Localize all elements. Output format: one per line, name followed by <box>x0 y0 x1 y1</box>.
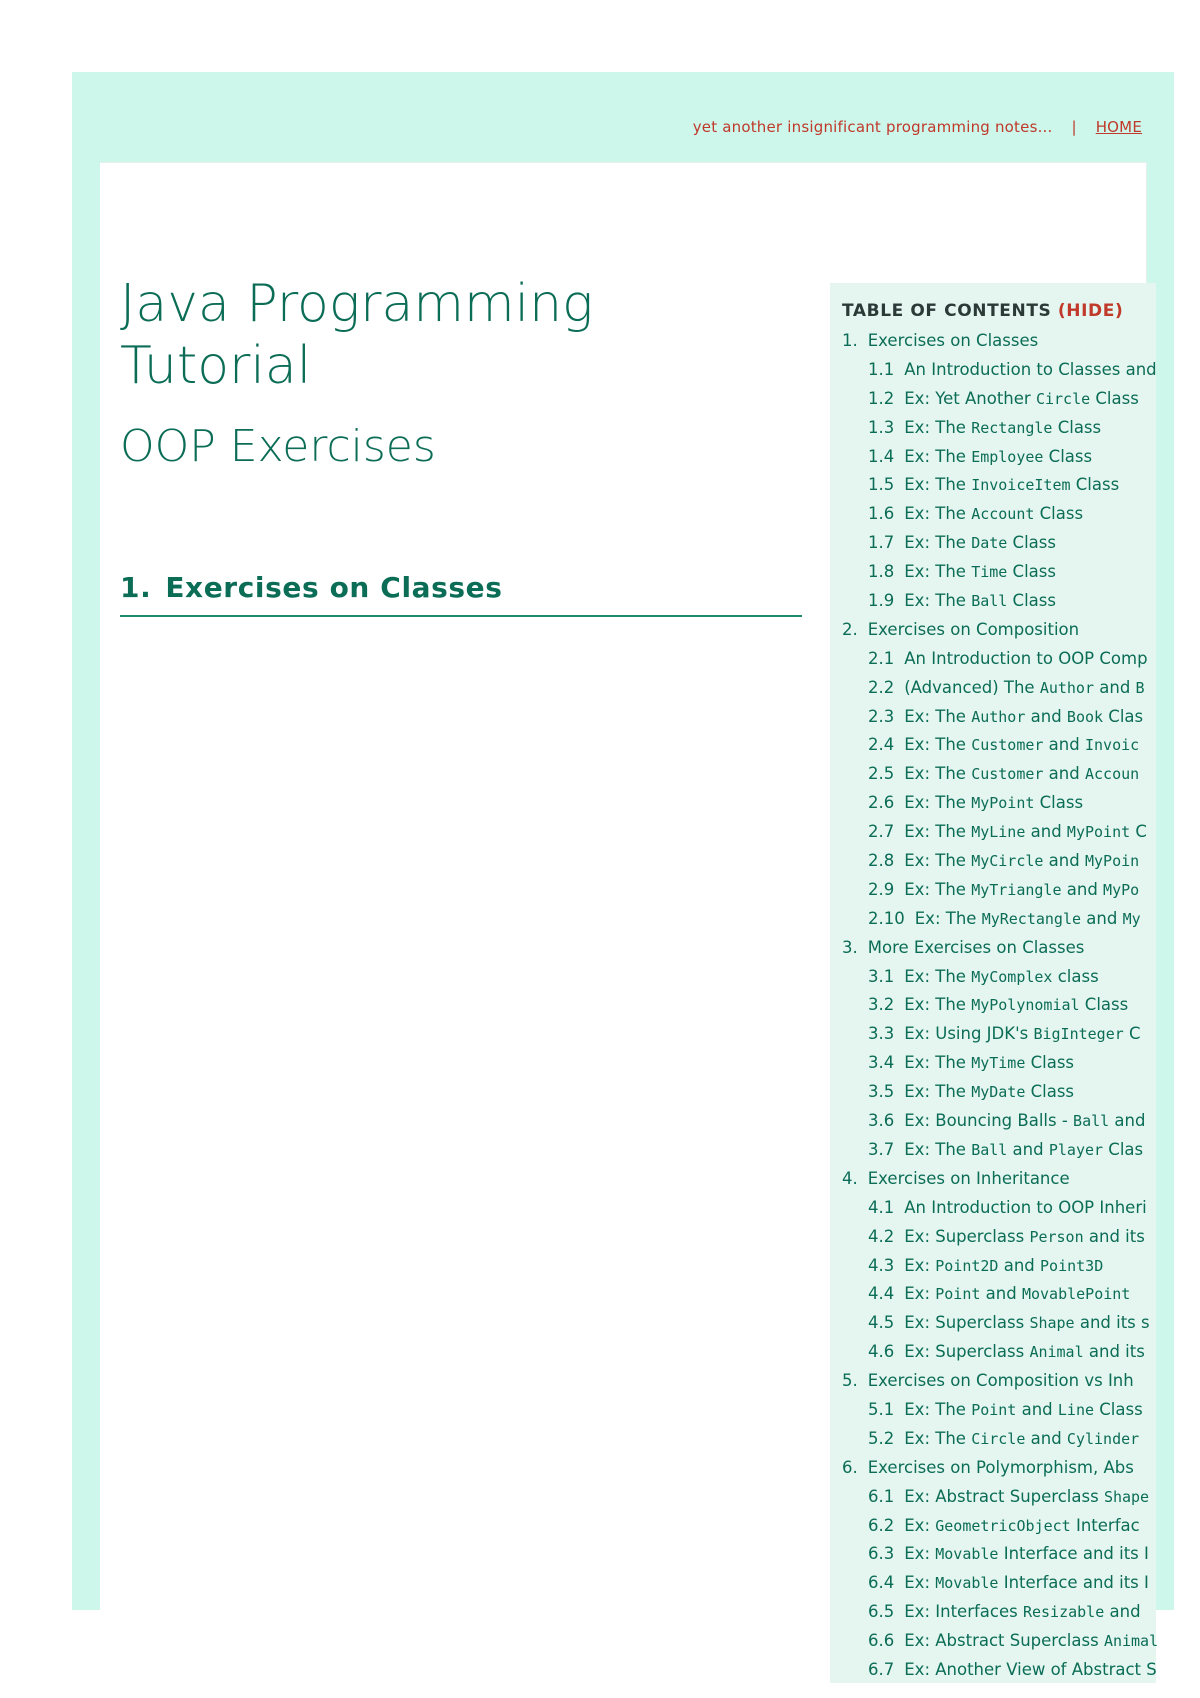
toc-item-code: Date <box>971 534 1008 553</box>
toc-item[interactable] <box>830 558 1156 587</box>
toc-item-number: 1.2 <box>868 388 895 408</box>
toc-item-text: (Advanced) The <box>904 677 1040 697</box>
toc-item-text: Ex: Another View of Abstract S <box>904 1659 1157 1679</box>
toc-item-number: 2.8 <box>868 851 895 871</box>
toc-item[interactable] <box>830 1540 1156 1569</box>
home-link[interactable]: HOME <box>1095 118 1142 136</box>
toc-item-number: 5. <box>842 1371 858 1391</box>
toc-item-text: and its s <box>1074 1313 1150 1333</box>
toc-item-text: Class <box>1007 562 1056 582</box>
toc-item[interactable] <box>830 876 1156 905</box>
toc-item-text: Ex: Abstract Superclass <box>904 1486 1104 1506</box>
toc-item-text: Ex: Abstract Superclass <box>904 1631 1104 1651</box>
toc-item-text: Exercises on Classes <box>867 331 1039 350</box>
toc-item[interactable] <box>830 1252 1156 1281</box>
toc-item[interactable] <box>830 1512 1156 1541</box>
toc-item-text: Class <box>1079 995 1129 1015</box>
toc-item-number: 6.1 <box>868 1486 895 1506</box>
toc-item-code: Point <box>935 1285 981 1304</box>
toc-item-text: and <box>1061 879 1104 899</box>
toc-item-number: 3. <box>842 937 858 957</box>
toc-item-code: Time <box>971 563 1008 582</box>
toc-item-number: 2.3 <box>868 706 895 726</box>
toc-item-number: 1.5 <box>868 475 895 495</box>
toc-item-number: 6. <box>842 1457 858 1477</box>
toc-item-text: Ex: <box>904 1573 936 1593</box>
toc-item-text: Ex: The <box>914 908 982 928</box>
toc-item[interactable] <box>830 963 1156 992</box>
toc-item[interactable] <box>830 1194 1156 1223</box>
toc-item[interactable] <box>830 991 1156 1020</box>
toc-item-code: GeometricObject <box>935 1516 1071 1535</box>
toc-item-code: MyLine <box>971 823 1026 842</box>
toc-item-code: Animal <box>1103 1632 1159 1651</box>
toc-item-text: Ex: The <box>904 822 972 842</box>
toc-item-text: Class <box>1043 446 1093 466</box>
toc-item-text: Ex: The <box>904 1428 972 1448</box>
toc-item-text: C <box>1123 1024 1141 1044</box>
toc-item-number: 3.6 <box>868 1111 895 1131</box>
toc-item-number: 3.2 <box>868 995 895 1015</box>
toc-item-number: 5.2 <box>868 1428 895 1448</box>
toc-item-text: Exercises on Inheritance <box>867 1168 1070 1188</box>
toc-item-text: and its <box>1083 1342 1145 1362</box>
toc-heading-row <box>842 301 1123 321</box>
toc-item-code: Customer <box>971 765 1044 784</box>
toc-list <box>830 327 1159 1685</box>
toc-item-text: and <box>1104 1602 1141 1622</box>
toc-item-text: Ex: The <box>904 417 972 437</box>
toc-item-code: Ball <box>971 1140 1008 1159</box>
toc-item-number: 1.4 <box>868 446 895 466</box>
toc-item[interactable] <box>830 1309 1156 1338</box>
toc-item[interactable] <box>830 414 1156 443</box>
toc-item-text: Ex: The <box>904 793 972 813</box>
toc-item[interactable] <box>830 1483 1156 1512</box>
toc-item-text: Ex: <box>904 1515 936 1535</box>
page-title: Java Programming Tutorial <box>120 274 594 396</box>
toc-item-number: 1.1 <box>868 359 895 379</box>
toc-item-code: Movable <box>935 1574 999 1593</box>
toc-item-text: More Exercises on Classes <box>867 937 1085 957</box>
toc-item[interactable] <box>830 731 1156 760</box>
toc-item-code: MyDate <box>971 1083 1026 1102</box>
toc-item[interactable] <box>830 587 1156 616</box>
toc-item-number: 2. <box>842 619 858 639</box>
toc-item-text: An Introduction to OOP Comp <box>904 648 1148 668</box>
toc-heading: TABLE OF CONTENTS <box>842 301 1052 321</box>
toc-item-number: 4.6 <box>868 1342 895 1362</box>
toc-item-code: Ball <box>1073 1112 1110 1131</box>
toc-item[interactable] <box>830 1396 1156 1425</box>
toc-item-number: 1.8 <box>868 562 895 582</box>
toc-item[interactable] <box>830 1454 1156 1483</box>
toc-item-number: 2.1 <box>868 648 895 668</box>
toc-item-number: 6.3 <box>868 1544 895 1564</box>
site-frame <box>72 72 1174 1679</box>
toc-item-number: 1.9 <box>868 591 895 611</box>
toc-item-text: Class <box>1007 533 1056 553</box>
toc-item-text: Class <box>1070 475 1120 495</box>
toc-item-code: Resizable <box>1022 1603 1105 1622</box>
toc-item-text: Exercises on Composition <box>867 619 1080 639</box>
toc-item-code: Customer <box>971 736 1044 755</box>
toc-item-number: 2.10 <box>868 908 905 928</box>
toc-item-number: 3.7 <box>868 1139 895 1159</box>
toc-item-code: Point <box>971 1400 1017 1419</box>
toc-item-code: MyPoint <box>1066 823 1131 842</box>
toc-item-text: An Introduction to OOP Inheri <box>904 1197 1147 1217</box>
toc-item-text: Ex: The <box>904 504 972 524</box>
toc-item-text: Interfac <box>1070 1515 1140 1535</box>
top-bar <box>693 118 1142 142</box>
toc-item[interactable] <box>830 645 1156 674</box>
toc-item-number: 4.5 <box>868 1313 895 1333</box>
toc-item-text: Ex: The <box>904 764 972 784</box>
toc-item[interactable] <box>830 1367 1156 1396</box>
toc-item[interactable] <box>830 1020 1156 1049</box>
toc-item-text: and <box>1043 735 1085 755</box>
toc-item[interactable] <box>830 847 1156 876</box>
section-number: 1. <box>120 571 152 604</box>
toc-item-text: and <box>1025 822 1067 842</box>
toc-item-text: Ex: Yet Another <box>904 388 1036 408</box>
toc-item-code: MyPoin <box>1084 852 1140 871</box>
toc-item-code: Point2D <box>935 1256 999 1275</box>
toc-item-code: MyPo <box>1103 880 1140 899</box>
toc-item-code: MyTime <box>971 1054 1026 1073</box>
content-page <box>100 162 1159 1679</box>
toc-item-text: Class <box>1025 1053 1075 1073</box>
toc-item[interactable] <box>830 1627 1159 1656</box>
toc-item-number: 6.2 <box>868 1515 895 1535</box>
toc-item-code: InvoiceItem <box>971 476 1071 495</box>
toc-item-code: Movable <box>935 1545 999 1564</box>
toc-item-code: Player <box>1048 1140 1104 1159</box>
toc-item[interactable] <box>830 760 1156 789</box>
toc-item-text: Class <box>1052 417 1102 437</box>
toc-item-number: 6.7 <box>868 1659 895 1679</box>
toc-item-text: Ex: The <box>904 1139 972 1159</box>
site-tagline: yet another insignificant programming notes... <box>692 118 1053 136</box>
toc-item-code: Author <box>971 707 1026 726</box>
toc-item[interactable] <box>830 356 1156 385</box>
toc-item-code: MyCircle <box>971 852 1044 871</box>
toc-item-number: 4.1 <box>868 1197 895 1217</box>
toc-item-text: Class <box>1034 504 1084 524</box>
toc-item-number: 1. <box>842 331 858 350</box>
toc-item-text: Interface and its I <box>998 1573 1149 1593</box>
toc-item[interactable] <box>830 1338 1156 1367</box>
toc-item[interactable] <box>830 443 1156 472</box>
section-title: Exercises on Classes <box>165 571 503 604</box>
topbar-separator: | <box>1071 118 1077 136</box>
toc-item[interactable] <box>830 789 1156 818</box>
toc-item-number: 3.5 <box>868 1082 895 1102</box>
toc-item-text: and <box>998 1255 1041 1275</box>
toc-item-text: Ex: Superclass <box>904 1342 1030 1362</box>
toc-item-text: Ex: The <box>904 966 972 986</box>
toc-item-text: Ex: The <box>904 1082 972 1102</box>
toc-item-text: Ex: Superclass <box>904 1226 1030 1246</box>
toc-hide-link[interactable]: (HIDE) <box>1057 301 1124 321</box>
toc-item-text: Ex: The <box>904 879 972 899</box>
toc-item[interactable] <box>830 471 1156 500</box>
toc-item-text: and <box>1081 908 1123 928</box>
toc-item-number: 3.1 <box>868 966 895 986</box>
toc-item-number: 2.9 <box>868 879 895 899</box>
toc-item-code: MyComplex <box>971 967 1053 986</box>
toc-item-code: Account <box>971 505 1035 524</box>
toc-item[interactable] <box>830 1425 1156 1454</box>
toc-item-text: and <box>1043 851 1085 871</box>
toc-item-code: MovablePoint <box>1021 1285 1131 1304</box>
toc-item[interactable] <box>830 1136 1156 1165</box>
toc-item[interactable] <box>830 1598 1156 1627</box>
toc-item-text: Ex: The <box>904 562 972 582</box>
toc-item[interactable] <box>830 1165 1156 1194</box>
toc-item-code: Invoic <box>1084 736 1140 755</box>
toc-item-number: 2.5 <box>868 764 895 784</box>
toc-item-text: Clas <box>1103 1139 1144 1159</box>
toc-item-number: 4.2 <box>868 1226 895 1246</box>
toc-item-code: MyTriangle <box>971 880 1062 899</box>
toc-item-code: Rectangle <box>971 418 1053 437</box>
toc-item-code: Animal <box>1029 1343 1084 1362</box>
toc-item-number: 1.7 <box>868 533 895 553</box>
toc-item-text: Ex: <box>904 1544 936 1564</box>
toc-item-text: Ex: The <box>904 1399 972 1419</box>
toc-item-number: 4.3 <box>868 1255 895 1275</box>
toc-item[interactable] <box>830 934 1156 963</box>
toc-item[interactable] <box>830 1223 1156 1252</box>
toc-item-text: Class <box>1007 591 1056 611</box>
toc-item-text: and <box>1025 1428 1067 1448</box>
toc-item[interactable] <box>830 1656 1156 1685</box>
toc-item-text: An Introduction to Classes and <box>904 359 1157 379</box>
toc-item[interactable] <box>830 1049 1156 1078</box>
toc-item-text: Class <box>1034 793 1084 813</box>
toc-item-code: Book <box>1066 707 1104 726</box>
section-heading <box>120 571 802 617</box>
toc-item-text: and <box>980 1284 1022 1304</box>
toc-item-code: My <box>1122 909 1141 928</box>
toc-item[interactable] <box>830 1107 1156 1136</box>
toc-item[interactable] <box>830 1569 1156 1598</box>
toc-item[interactable] <box>830 327 1156 356</box>
toc-item-text: and <box>1007 1139 1049 1159</box>
toc-item[interactable] <box>830 818 1156 847</box>
toc-item-code: Cylinder <box>1066 1429 1140 1448</box>
toc-item-text: class <box>1052 966 1099 986</box>
toc-item[interactable] <box>830 905 1156 934</box>
toc-item-code: BigInteger <box>1033 1025 1124 1044</box>
toc-item-text: Ex: The <box>904 735 972 755</box>
toc-item[interactable] <box>830 385 1156 414</box>
toc-item-number: 2.6 <box>868 793 895 813</box>
toc-item-text: and <box>1109 1111 1146 1131</box>
toc-item-text: Exercises on Composition vs Inh <box>867 1371 1134 1391</box>
toc-item[interactable] <box>830 1280 1156 1309</box>
toc-item-text: and its <box>1083 1226 1145 1246</box>
toc-item-text: C <box>1130 822 1147 842</box>
toc-item-text: Exercises on Polymorphism, Abs <box>867 1457 1134 1477</box>
toc-item-code: B <box>1135 678 1145 697</box>
toc-item[interactable] <box>830 703 1156 732</box>
toc-item-text: Ex: The <box>904 591 972 611</box>
toc-item-text: Ex: The <box>904 475 972 495</box>
toc-item-number: 3.3 <box>868 1024 895 1044</box>
toc-item-code: MyPolynomial <box>971 996 1080 1015</box>
toc-item-code: Circle <box>1035 389 1091 408</box>
toc-item-code: Point3D <box>1040 1256 1104 1275</box>
toc-item-code: Circle <box>971 1429 1026 1448</box>
toc-item-number: 4. <box>842 1168 858 1188</box>
toc-item-code: Employee <box>971 447 1044 466</box>
toc-item-text: and <box>1043 764 1085 784</box>
toc-item-code: Shape <box>1029 1314 1075 1333</box>
toc-item-number: 6.6 <box>868 1631 895 1651</box>
toc-item-code: Shape <box>1103 1487 1150 1506</box>
toc-item-text: Ex: The <box>904 706 972 726</box>
toc-item[interactable] <box>830 500 1156 529</box>
toc-item[interactable] <box>830 529 1156 558</box>
toc-item-text: and <box>1016 1399 1058 1419</box>
toc-item-code: MyRectangle <box>981 909 1082 928</box>
toc-item-text: Ex: Bouncing Balls - <box>904 1111 1074 1131</box>
toc-item-number: 2.7 <box>868 822 895 842</box>
toc-item-code: MyPoint <box>971 794 1035 813</box>
table-of-contents <box>830 283 1159 1683</box>
toc-item-text: Ex: The <box>904 995 972 1015</box>
toc-item-number: 5.1 <box>868 1399 895 1419</box>
toc-item-text: Ex: The <box>904 533 972 553</box>
toc-item-text: Ex: The <box>904 851 972 871</box>
toc-item-text: Ex: The <box>904 446 972 466</box>
toc-item[interactable] <box>830 674 1156 703</box>
toc-item-number: 4.4 <box>868 1284 895 1304</box>
toc-item-number: 6.4 <box>868 1573 895 1593</box>
toc-item-text: Class <box>1094 1399 1143 1419</box>
toc-item-number: 2.2 <box>868 677 895 697</box>
toc-item[interactable] <box>830 616 1156 645</box>
toc-item-code: Line <box>1057 1400 1095 1419</box>
toc-item-number: 6.5 <box>868 1602 895 1622</box>
toc-item-text: Ex: <box>904 1255 936 1275</box>
toc-item-number: 3.4 <box>868 1053 895 1073</box>
toc-item-code: Person <box>1029 1227 1084 1246</box>
toc-item-text: and <box>1025 706 1067 726</box>
toc-item-number: 1.6 <box>868 504 895 524</box>
toc-item-text: Class <box>1090 388 1139 408</box>
toc-item-text: Ex: Interfaces <box>904 1602 1023 1622</box>
toc-item-text: Class <box>1025 1082 1075 1102</box>
toc-item-code: Author <box>1039 678 1094 697</box>
toc-item-text: Clas <box>1103 706 1144 726</box>
toc-item-text: Ex: The <box>904 1053 972 1073</box>
toc-item-text: Ex: Using JDK's <box>904 1024 1034 1044</box>
toc-item[interactable] <box>830 1078 1156 1107</box>
toc-item-code: Ball <box>971 592 1008 611</box>
toc-item-code: Accoun <box>1084 765 1140 784</box>
toc-item-number: 1.3 <box>868 417 895 437</box>
page-subtitle: OOP Exercises <box>120 421 436 472</box>
toc-item-text: Ex: <box>904 1284 936 1304</box>
toc-item-text: and <box>1094 677 1136 697</box>
toc-item-number: 2.4 <box>868 735 895 755</box>
toc-item-text: Ex: Superclass <box>904 1313 1030 1333</box>
toc-item-text: Interface and its I <box>998 1544 1149 1564</box>
